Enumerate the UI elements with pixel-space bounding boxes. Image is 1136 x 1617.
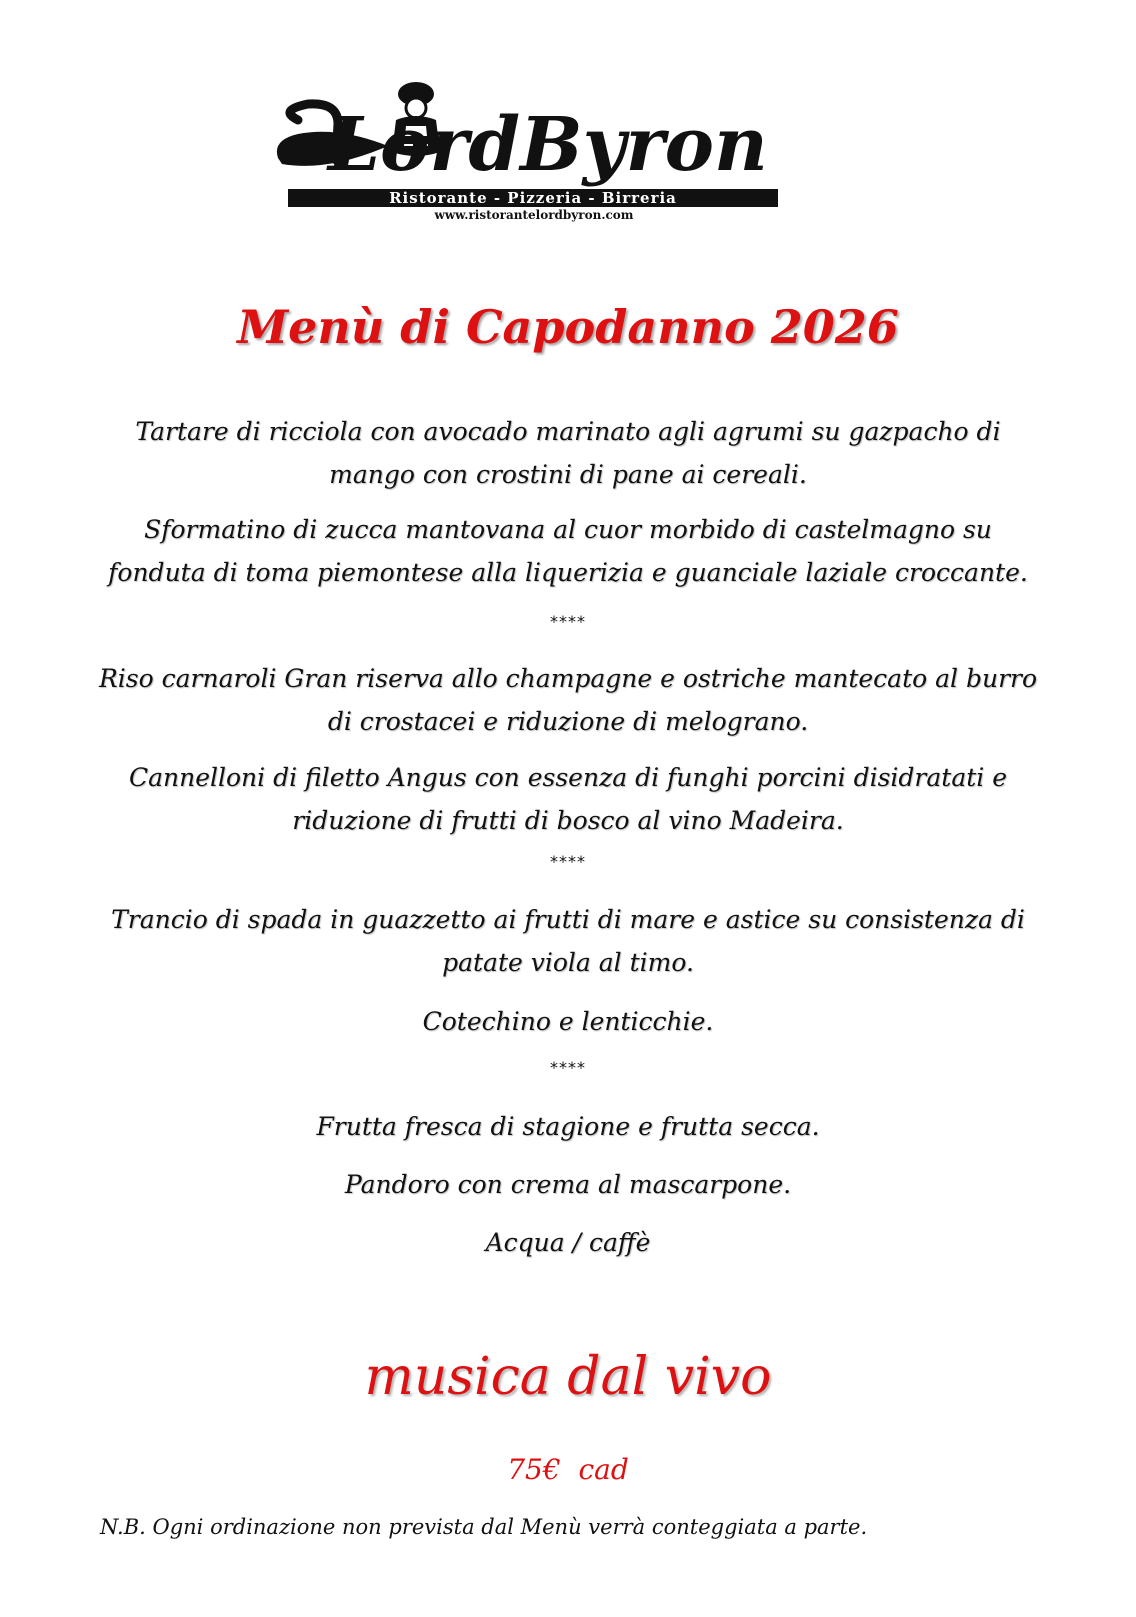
menu-item: Tartare di ricciola con avocado marinato agli agrumi su gazpacho di mango con crostini di pane ai cereali. (135, 417, 1001, 489)
course-separator: **** (550, 612, 586, 631)
menu-item: Cotechino e lenticchie. (422, 1007, 714, 1036)
menu-item: Riso carnaroli Gran riserva allo champagne e ostriche mantecato al burro di crostacei e riduzione di melograno. (98, 664, 1038, 736)
logo-tagline: Ristorante - Pizzeria - Birreria (288, 189, 778, 207)
menu-item: Cannelloni di filetto Angus con essenza di funghi porcini disidratati e riduzione di frutti di bosco al vino Madeira. (128, 763, 1008, 835)
live-music-notice: musica dal vivo (364, 1347, 772, 1407)
menu-item: Acqua / caffè (485, 1228, 651, 1257)
menu-item: Trancio di spada in guazzetto ai frutti di mare e astice su consistenza di patate viola al timo. (111, 905, 1025, 977)
footnote: N.B. Ogni ordinazione non prevista dal Menù verrà conteggiata a parte. (100, 1515, 868, 1539)
menu-item: Pandoro con crema al mascarpone. (344, 1170, 792, 1199)
lord-byron-wordmark (268, 80, 800, 190)
logo-website-url: www.ristorantelordbyron.com (434, 208, 634, 222)
menu-item: Frutta fresca di stagione e frutta secca. (316, 1112, 820, 1141)
course-separator: **** (550, 1058, 586, 1077)
restaurant-logo (268, 80, 800, 224)
logo-name-text: LordByron (328, 102, 768, 188)
price-per-person: 75€ cad (507, 1453, 629, 1486)
menu-title: Menù di Capodanno 2026 (237, 300, 899, 354)
course-separator: **** (550, 852, 586, 871)
menu-item: Sformatino di zucca mantovana al cuor morbido di castelmagno su fonduta di toma piemontese alla liquerizia e guanciale laziale croccante. (108, 515, 1028, 587)
